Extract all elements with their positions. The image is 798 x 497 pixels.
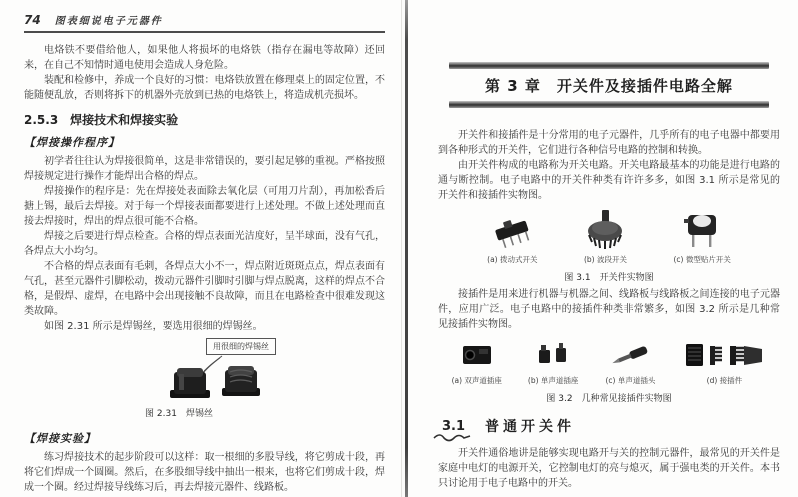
stereo-jack-socket-photo xyxy=(457,338,497,372)
figure-item-label: (b) 波段开关 xyxy=(583,255,627,264)
paragraph: 练习焊接技术的起步阶段可以这样：取一根细的多股导线，将它剪成十段，再将它们焊成一个圆圈。然后，在多股细导线中抽出一根来，也将它们剪成十段，焊成一个圈。经过焊接导线练习后，再去焊接元器件、线路板。 xyxy=(24,452,385,493)
paragraph: 开关件和接插件是十分常用的电子元器件，几乎所有的电子电器中都要用到各种形式的开关件，它们进行各种信号电路的控制和转换。 xyxy=(438,130,780,156)
section-heading-253: 2.5.3 焊接技术和焊接实验 xyxy=(24,113,179,127)
paragraph: 焊接操作的程序是：先在焊接处表面除去氧化层（可用刀片刮），再加松香后搪上锡，最后去焊接。对于每一个焊接表面都要进行上述处理。不做上述处理而直接去焊接时，焊出的焊点很可能不合格。 xyxy=(24,186,385,227)
section-number-text: 3.1 xyxy=(442,419,466,434)
right-page xyxy=(408,0,798,497)
section-underline-decoration xyxy=(432,432,472,442)
chapter-title-banner xyxy=(449,62,769,108)
micro-smd-switch-photo xyxy=(678,209,726,251)
mono-plug-photo xyxy=(604,338,656,372)
figure-item xyxy=(673,209,730,265)
figure-item xyxy=(581,209,629,265)
figure-callout-label: 用很细的焊锡丝 xyxy=(206,338,276,355)
figure-item xyxy=(682,338,766,386)
figure-item xyxy=(604,338,656,386)
banner-bottom-bar xyxy=(449,101,769,108)
paragraph: 电烙铁不要借给他人，如果他人将损坏的电烙铁（指存在漏电等故障）还回来，在自己不知情时通电使用会造成人身危险。 xyxy=(24,45,385,71)
banner-top-bar xyxy=(449,62,769,69)
running-header xyxy=(24,12,385,33)
figure-item-label: (b) 单声道插座 xyxy=(527,376,579,385)
paragraph: 不合格的焊点表面有毛刺，各焊点大小不一，焊点附近斑斑点点，焊点表面有气孔，甚至元器件引脚松动，拨动元器件引脚时引脚与焊点脱离，这样的焊点不合格，是假焊、虚焊，在电路中会出现接触不良故障，而且在电路检查中很难发现这类故障。 xyxy=(24,261,385,317)
rotary-band-switch-photo xyxy=(581,209,629,251)
section-3-1-heading xyxy=(438,416,780,440)
paragraph: 初学者往往认为焊接很简单，这是非常错误的，要引起足够的重视。严格按照焊接规定进行操作才能焊出合格的焊点。 xyxy=(24,156,385,182)
figure-item-label: (a) 双声道插座 xyxy=(451,376,502,385)
figure-item xyxy=(528,338,579,386)
connectors-photo xyxy=(682,338,766,372)
figure-3-1 xyxy=(438,209,780,283)
figure-3-1-caption: 图 3.1 开关件实物图 xyxy=(564,273,654,283)
subheading-solder-experiment: 【焊接实验】 xyxy=(24,432,96,445)
figure-2-31 xyxy=(24,336,385,424)
solder-wire-spools-photo xyxy=(164,360,284,406)
figure-3-2-caption: 图 3.2 几种常见接插件实物图 xyxy=(546,394,672,404)
figure-3-2 xyxy=(438,338,780,404)
figure-item-label: (c) 单声道插头 xyxy=(605,376,656,385)
paragraph: 装配和检修中，养成一个良好的习惯：电烙铁放置在修理桌上的固定位置，不能随便乱放，否则将拆下的机器外壳放到已热的电烙铁上，将造成机壳损坏。 xyxy=(24,75,385,101)
subheading-solder-procedure: 【焊接操作程序】 xyxy=(24,136,120,149)
book-title: 图表细说电子元器件 xyxy=(54,16,163,27)
chapter-title: 第 3 章 开关件及接插件电路全解 xyxy=(485,77,733,95)
paragraph: 如图 2.31 所示是焊锡丝，要选用很细的焊锡丝。 xyxy=(44,321,263,332)
paragraph: 开关件通俗地讲是能够实现电路开与关的控制元器件，最常见的开关件是家庭中电灯的电源开关，它控制电灯的亮与熄灭，属于强电类的开关件。本书只讨论用于电子电路中的开关。 xyxy=(438,448,780,489)
mono-jack-socket-photo xyxy=(533,338,573,372)
figure-item-label: (d) 接插件 xyxy=(706,376,743,385)
figure-2-31-caption: 图 2.31 焊锡丝 xyxy=(145,409,213,419)
slide-switch-photo xyxy=(488,209,536,251)
paragraph: 由开关件构成的电路称为开关电路。开关电路最基本的功能是进行电路的通与断控制。电子电路中的开关件种类有许许多多，如图 3.1 所示是常见的开关件和接插件实物图。 xyxy=(438,160,780,201)
paragraph: 接插件是用来进行机器与机器之间、线路板与线路板之间连接的电子元器件，应用广泛。电子电路中的接插件种类非常繁多，如图 3.2 所示是几种常见接插件实物图。 xyxy=(438,289,780,330)
section-number xyxy=(438,419,469,440)
figure-item xyxy=(452,338,502,386)
figure-item-label: (a) 拨动式开关 xyxy=(487,255,538,264)
figure-item xyxy=(487,209,537,265)
figure-item-label: (c) 微型贴片开关 xyxy=(673,255,731,264)
page-number: 74 xyxy=(24,13,41,27)
section-title: 普通开关件 xyxy=(485,419,576,435)
paragraph: 焊接之后要进行焊点检查。合格的焊点表面光洁度好，呈半球面，没有气孔，各焊点大小均匀。 xyxy=(24,231,385,257)
